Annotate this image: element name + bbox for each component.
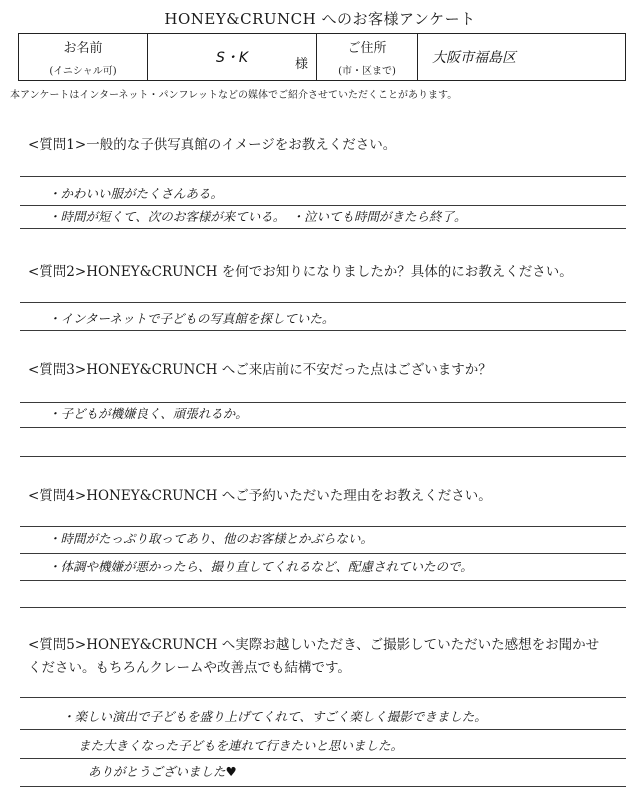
name-label: お名前 [63,41,103,56]
name-value-cell[interactable] [148,34,317,81]
question-2-label: <質問2>HONEY&CRUNCH を何でお知りになりましたか？具体的にお教えください。 [28,264,573,280]
question-4-label: <質問4>HONEY&CRUNCH へご予約いただいた理由をお教えください。 [28,488,492,504]
answer-line [20,427,626,428]
question-5-label-line-2: ください。もちろんクレームや改善点でも結構です。 [28,660,351,676]
answer-line [20,302,626,303]
question-5-answer-1: ・楽しい演出で子どもを盛り上げてくれて、すごく楽しく撮影できました。 [62,709,487,724]
answer-line [20,729,626,730]
question-4-answer-2: ・体調や機嫌が悪かったら、撮り直してくれるなど、配慮されていたので。 [48,559,473,574]
question-5-label-line-1: <質問5>HONEY&CRUNCH へ実際お越しいただき、ご撮影していただいた感想をお聞かせ [28,637,600,653]
customer-info-table [18,33,626,81]
answer-line [20,402,626,403]
answer-line [20,228,626,229]
address-value-cell[interactable] [418,34,626,81]
address-header-cell [317,34,418,81]
question-5-answer-3: ありがとうございました♥ [88,764,237,779]
answer-line [20,330,626,331]
answer-line [20,176,626,177]
honorific: 様 [294,57,308,72]
question-1-answer-2: ・時間が短くて、次のお客様が来ている。 ・泣いても時間がきたら終了。 [48,209,467,224]
address-sub-label: (市・区まで) [338,66,396,77]
answer-line [20,526,626,527]
question-3-label: <質問3>HONEY&CRUNCH へご来店前に不安だった点はございますか？ [28,362,492,378]
answer-line [20,758,626,759]
question-5-answer-2: また大きくなった子どもを連れて行きたいと思いました。 [78,738,404,753]
answer-line [20,697,626,698]
answer-line [20,580,626,581]
question-4-answer-1: ・時間がたっぷり取ってあり、他のお客様とかぶらない。 [48,531,374,546]
name-header-cell [19,34,148,81]
question-1-label: <質問1>一般的な子供写真館のイメージをお教えください。 [28,137,397,153]
answer-line [20,456,626,457]
question-3-answer-1: ・子どもが機嫌良く、頑張れるか。 [48,406,248,421]
question-2-answer-1: ・インターネットで子どもの写真館を探していた。 [48,311,335,326]
answer-line [20,553,626,554]
address-label: ご住所 [347,41,387,56]
question-1-answer-1: ・かわいい服がたくさんある。 [48,186,224,201]
address-value: 大阪市福島区 [432,50,516,66]
form-title: HONEY&CRUNCH へのお客様アンケート [164,10,476,28]
name-sub-label: (イニシャル可) [49,66,117,77]
answer-line [20,607,626,608]
name-value: S・K [215,50,249,66]
answer-line [20,786,626,787]
notice-text: 本アンケートはインターネット・パンフレットなどの媒体でご紹介させていただくことがあります。 [10,90,458,101]
answer-line [20,205,626,206]
